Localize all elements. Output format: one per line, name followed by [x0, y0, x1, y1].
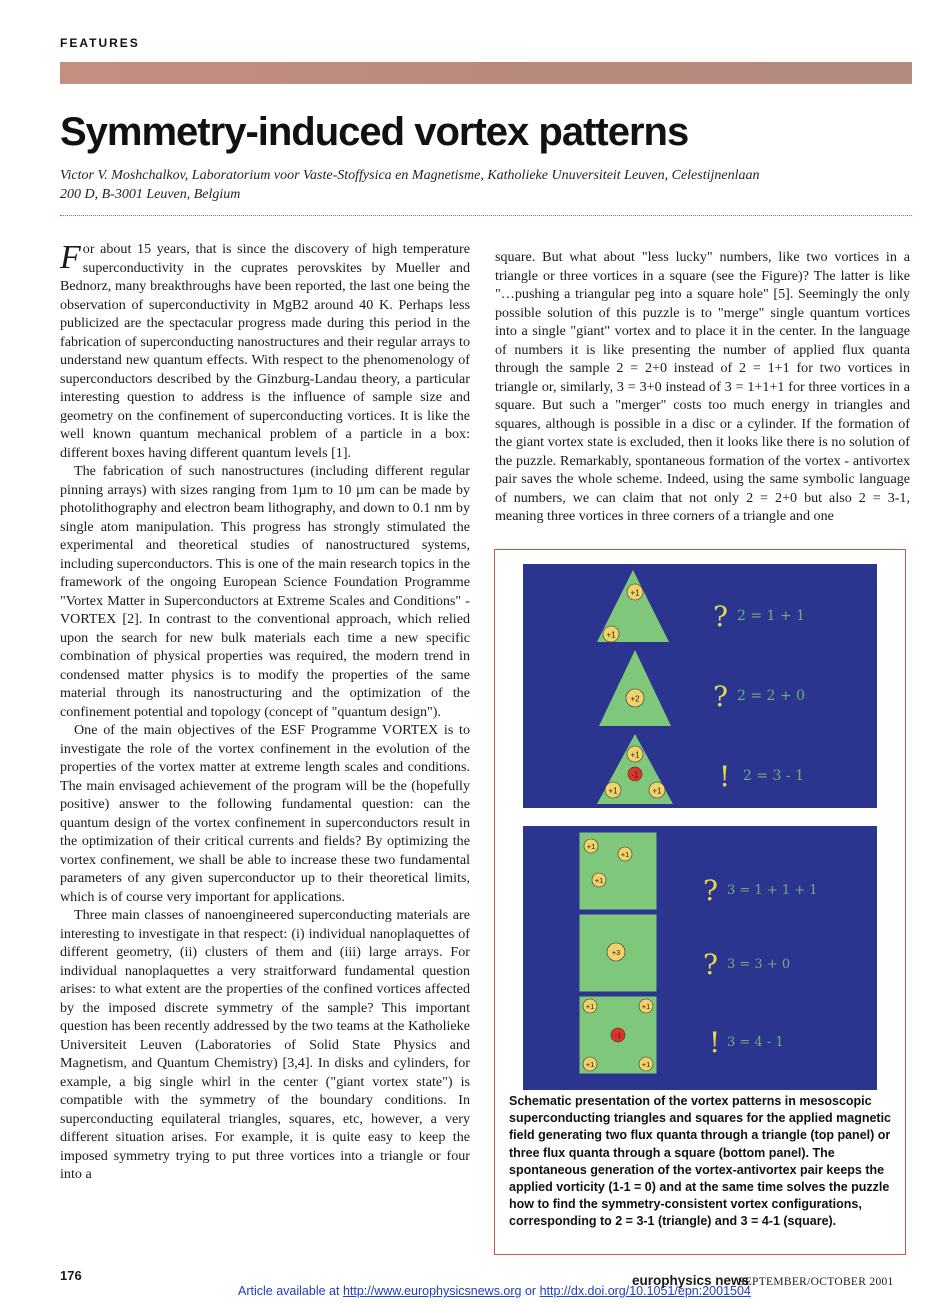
figure-top-panel [523, 564, 877, 808]
equation-label: 2 = 3 - 1 [743, 768, 804, 784]
equation-label: 2 = 2 + 0 [737, 688, 805, 704]
equation-label: 2 = 1 + 1 [737, 608, 805, 624]
equation-label: 3 = 4 - 1 [727, 1035, 784, 1050]
vortex-label: +1 [652, 786, 662, 796]
paragraph-1-text: or about 15 years, that is since the discovery of high temperature superconductivity in the cuprates perovskites by Mueller and Bednorz, many breakthroughs have been reported, the last one being the observation of superconductivity in MgB2 around 40 K. Perhaps less publicized are the spectacular progress made during this period in the fabrication of superconducting nanostructures and their regular arrays to understand new quantum effects. With respect to the phenomenology of superconductors described by the Ginzburg-Landau theory, a particular interesting question to address is the influence of sample size and geometry on the confinement of superconducting vortices. It is like the well known quantum mechanical problem of a particle in a box: different boxes having different quantum levels [1]. [60, 241, 470, 461]
vortex-label: +1 [594, 876, 604, 885]
right-column [495, 248, 910, 526]
vortex-label: +1 [620, 850, 630, 859]
triangles-diagram [523, 564, 877, 808]
page-number: 176 [60, 1268, 82, 1283]
vortex-label: +3 [611, 948, 621, 957]
drop-cap: F [60, 239, 81, 276]
vortex-label: +1 [585, 1060, 595, 1069]
antivortex-label: -1 [631, 770, 639, 780]
doi-link[interactable]: http://dx.doi.org/10.1051/epn:2001504 [539, 1284, 751, 1298]
vortex-label: +1 [608, 786, 618, 796]
figure [494, 549, 906, 1255]
header-bar [60, 62, 912, 84]
vortex-label: +1 [630, 588, 640, 598]
figure-caption: Schematic presentation of the vortex patterns in mesoscopic superconducting triangles and squares for the applied magnetic field generating two flux quanta through a triangle (top panel) or three flux quanta through a square (bottom panel). The spontaneous generation of the vortex-antivortex pair keeps the applied vorticity (1-1 = 0) and at the same time solves the puzzle how to find the symmetry-consistent vortex configurations, corresponding to 2 = 3-1 (triangle) and 3 = 4-1 (square). [509, 1094, 892, 1229]
squares-diagram [523, 826, 877, 1090]
availability-prefix: Article available at [238, 1284, 340, 1298]
title-divider [60, 215, 912, 216]
paragraph-4: Three main classes of nanoengineered superconducting materials are interesting to investigate in that respect: (i) individual nanoplaquettes of different geometry, (ii) clusters of them and (iii) large arrays. For individual nanoplaquettes a very straitforward fundamental question arises: to what extent are the properties of the confined vortices affected by the imposed discrete symmetry of the sample? This important question has been recently addressed by the two teams at the Katholieke Universiteit Leuven (Laboratories of Solid State Physics and Magnetism, and Quantum Chemistry) [3,4]. In disks and cylinders, for example, a big single whirl in the center ("giant vortex state") is compatible with the symmetry of the boundary conditions. In superconducting equilateral triangles, squares, etc, however, a very different situation arises. For example, it is quite easy to keep the imposed symmetry trying to put three vortices into a triangle or four into a [60, 907, 470, 1182]
paragraph-3: One of the main objectives of the ESF Programme VORTEX is to investigate the role of the vortex confinement in the evolution of the properties of the vortex matter at extreme length scales and conditions. The main envisaged achievement of the program will be the (hopefully positive) answer to the following fundamental question: can the quantum design of the vortex confinement in superconductors result in the optimization of their critical currents and fields? By optimizing the vortex confinement, we shall be able to increase these two fundamental parameters of any given superconductor up to their theoretical limits, which is of course very important for applications. [60, 722, 470, 905]
vortex-label: +2 [630, 694, 640, 704]
exclamation-mark: ! [719, 760, 731, 793]
vortex-label: +1 [586, 842, 596, 851]
question-mark: ? [703, 948, 719, 981]
journal-name: europhysics news [632, 1273, 750, 1288]
vortex-label: +1 [585, 1002, 595, 1011]
vortex-label: +1 [641, 1060, 651, 1069]
availability-line [238, 1284, 751, 1298]
europhysicsnews-link[interactable]: http://www.europhysicsnews.org [342, 1284, 522, 1298]
paragraph-5: square. But what about "less lucky" numbers, like two vortices in a triangle or three vortices in a square (see the Figure)? The latter is like "…pushing a triangular peg into a square hole" [5]. Seemingly the only possible solution of this puzzle is to "merge" single quantum vortices into a single "giant" vortex and to place it in the center. In the language of numbers it is like presenting the number of applied flux quanta through the sample 2 = 2+0 instead of 2 = 1+1 for two vortices in triangle or, similarly, 3 = 3+0 instead of 3 = 1+1+1 for three vortices in a square. But such a "merger" costs too much energy in triangles and squares, although is possible in a disc or a cylinder. If the formation of the giant vortex state is excluded, then it looks like there is no solution of the puzzle. Remarkably, spontaneous formation of the vortex - antivortex pair saves the whole scheme. Indeed, using the same symbolic language of numbers, we can claim that not only 2 = 2+0 but also 2 = 3-1, meaning three vortices in three corners of a triangle and one [495, 249, 910, 524]
equation-label: 3 = 1 + 1 + 1 [727, 883, 818, 898]
question-mark: ? [713, 600, 729, 633]
vortex-label: +1 [641, 1002, 651, 1011]
left-column [60, 240, 470, 1184]
figure-bottom-panel [523, 826, 877, 1090]
paragraph-1 [60, 240, 470, 462]
question-mark: ? [703, 874, 719, 907]
antivortex-label: -1 [614, 1031, 622, 1040]
vortex-label: +1 [606, 630, 616, 640]
triangle-2 [599, 650, 671, 726]
equation-label: 3 = 3 + 0 [727, 957, 791, 972]
question-mark: ? [713, 680, 729, 713]
exclamation-mark: ! [709, 1026, 721, 1059]
or-text: or [524, 1284, 537, 1298]
vortex-label: +1 [630, 750, 640, 760]
paragraph-2: The fabrication of such nanostructures (including different regular pinning arrays) with sizes ranging from 1µm to 10 µm can be made by photolithography and electron beam lithography, and down to 0.1 nm by single atom manipulation. This progress has strongly stimulated the experimental and theoretical studies of nanostructured systems, including superconductors. This is one of the main research topics in the framework of the ongoing European Science Foundation Programme "Vortex Matter in Superconductors at Extreme Scales and Conditions" -VORTEX [2]. In contrast to the conventional approach, which relied upon the search for new bulk materials each time a new specific combination of physical properties was required, the modern trend in condensed matter physics is to modify the properties of the same material through its nanostructuring and the optimization of the confinement potential and topology (concept of "quantum design"). [60, 463, 470, 720]
author-affiliation: Victor V. Moshchalkov, Laboratorium voor Vaste-Stoffysica en Magnetisme, Katholieke Unuversiteit Leuven, Celestijnenlaan 200 D, B-3001 Leuven, Belgium [60, 168, 760, 202]
article-title: Symmetry-induced vortex patterns [60, 110, 689, 154]
section-label: FEATURES [60, 36, 140, 50]
issue-date: SEPTEMBER/OCTOBER 2001 [738, 1276, 894, 1288]
